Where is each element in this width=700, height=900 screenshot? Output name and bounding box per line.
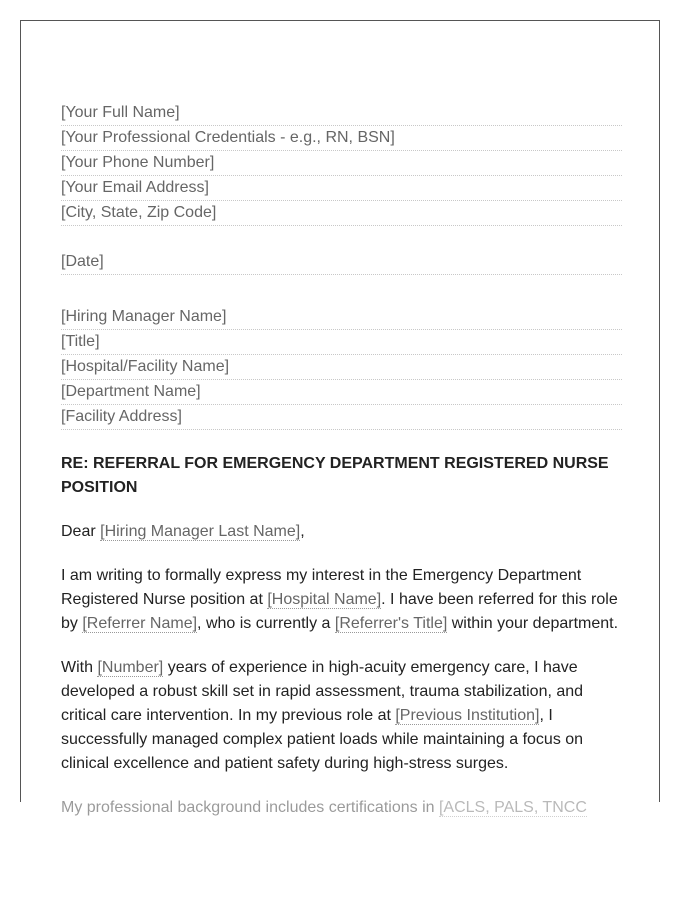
letter-page — [20, 20, 660, 816]
hospital-name-field[interactable]: [Hospital Name] — [267, 591, 382, 608]
letter-content — [61, 101, 622, 820]
sender-full-name[interactable]: [Your Full Name] — [61, 101, 622, 126]
paragraph-1-text: , who is currently a — [197, 615, 335, 632]
sender-email[interactable]: [Your Email Address] — [61, 176, 622, 201]
subject-line: RE: REFERRAL FOR EMERGENCY DEPARTMENT REGISTERED NURSE POSITION — [61, 455, 609, 496]
recipient-address[interactable]: [Facility Address] — [61, 405, 622, 430]
hiring-manager-last-name-field[interactable]: [Hiring Manager Last Name] — [100, 523, 301, 540]
salutation-prefix: Dear — [61, 523, 101, 540]
letter-date[interactable]: [Date] — [61, 250, 622, 275]
salutation — [61, 520, 622, 544]
paragraph-2 — [61, 656, 622, 776]
paragraph-3 — [61, 796, 622, 820]
sender-credentials[interactable]: [Your Professional Credentials - e.g., RN, BSN] — [61, 126, 622, 151]
paragraph-2-text: years of experience in high-acuity emergency care, I have developed a robust skill set in rapid assessment, trauma stabilization, and critical care intervention. In my previous role at — [61, 659, 584, 724]
salutation-suffix: , — [300, 523, 305, 540]
sender-phone[interactable]: [Your Phone Number] — [61, 151, 622, 176]
spacer — [61, 275, 622, 305]
years-number-field[interactable]: [Number] — [97, 659, 164, 676]
paragraph-1-text: I am writing to formally express my interest in the Emergency Department Registered Nurse position at — [61, 567, 582, 608]
recipient-department[interactable]: [Department Name] — [61, 380, 622, 405]
recipient-name[interactable]: [Hiring Manager Name] — [61, 305, 622, 330]
referrer-title-field[interactable]: [Referrer's Title] — [334, 615, 448, 632]
paragraph-1-text: . I have been referred for this role by — [61, 591, 618, 632]
certifications-field[interactable]: [ACLS, PALS, TNCC — [438, 799, 587, 816]
referrer-name-field[interactable]: [Referrer Name] — [82, 615, 198, 632]
spacer — [61, 226, 622, 250]
paragraph-2-text: With — [61, 659, 98, 676]
paragraph-2-text: , I successfully managed complex patient loads while maintaining a focus on clinical excellence and patient safety during high-stress surges. — [61, 707, 584, 772]
paragraph-1-text: within your department. — [447, 615, 619, 632]
paragraph-3-text: My professional background includes certifications in — [61, 799, 439, 816]
paragraph-1 — [61, 564, 622, 636]
recipient-facility[interactable]: [Hospital/Facility Name] — [61, 355, 622, 380]
sender-block — [61, 101, 622, 226]
previous-institution-field[interactable]: [Previous Institution] — [395, 707, 540, 724]
recipient-title[interactable]: [Title] — [61, 330, 622, 355]
recipient-block — [61, 305, 622, 430]
sender-location[interactable]: [City, State, Zip Code] — [61, 201, 622, 226]
